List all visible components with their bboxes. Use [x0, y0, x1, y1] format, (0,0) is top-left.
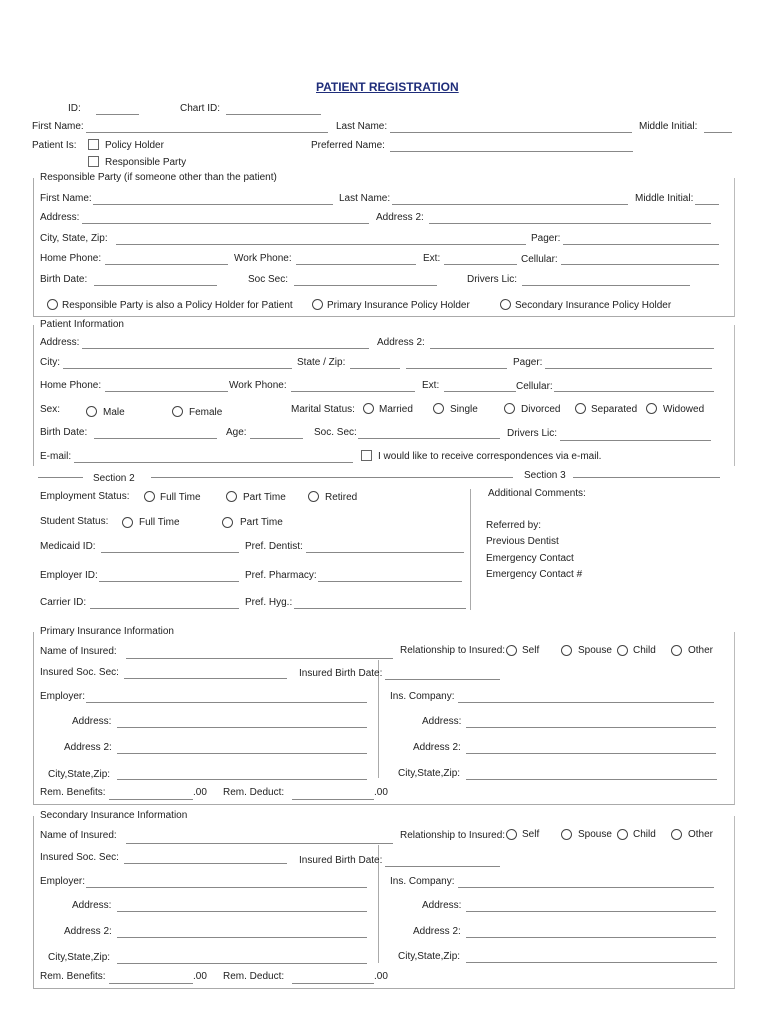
pi-cellular-label: Cellular: — [516, 381, 553, 392]
primary-other-radio[interactable] — [671, 645, 682, 656]
primary-name-of-insured-label: Name of Insured: — [40, 646, 117, 657]
rp-soc-sec-field[interactable] — [294, 285, 437, 286]
referred-by-label: Referred by: — [486, 520, 542, 531]
rp-home-phone-field[interactable] — [105, 264, 228, 265]
marital-single-radio[interactable] — [433, 403, 444, 414]
pi-soc-sec-field[interactable] — [358, 438, 500, 439]
secondary-rem-deduct-label: Rem. Deduct: — [223, 971, 285, 982]
middle-initial-label: Middle Initial: — [639, 121, 698, 132]
marital-married-radio[interactable] — [363, 403, 374, 414]
secondary-spouse-radio[interactable] — [561, 829, 572, 840]
rp-cellular-label: Cellular: — [521, 254, 558, 265]
secondary-relationship-label: Relationship to Insured: — [400, 830, 506, 841]
pi-work-phone-label: Work Phone: — [229, 380, 287, 391]
pi-city-field[interactable] — [63, 368, 292, 369]
pi-address2-field[interactable] — [430, 348, 714, 349]
carrier-id-field[interactable] — [90, 608, 239, 609]
secondary-insured-soc-sec-field[interactable] — [124, 863, 287, 864]
preferred-name-label: Preferred Name: — [311, 140, 385, 151]
primary-insured-soc-sec-field[interactable] — [124, 678, 287, 679]
pi-drivers-lic-field[interactable] — [560, 440, 711, 441]
pi-home-phone-label: Home Phone: — [40, 380, 102, 391]
sex-female-radio[interactable] — [172, 406, 183, 417]
rp-city-state-zip-label: City, State, Zip: — [40, 233, 108, 244]
medicaid-id-field[interactable] — [101, 552, 239, 553]
marital-married-label: Married — [379, 404, 413, 415]
secondary-rem-benefits-field[interactable] — [109, 983, 193, 984]
employer-id-field[interactable] — [99, 581, 239, 582]
pi-state-zip-label: State / Zip: — [297, 357, 346, 368]
secondary-child-label: Child — [633, 829, 656, 840]
employment-part-time-label: Part Time — [243, 492, 286, 503]
sex-male-radio[interactable] — [86, 406, 97, 417]
email-opt-in-label: I would like to receive correspondences via e-mail. — [378, 451, 602, 462]
marital-widowed-radio[interactable] — [646, 403, 657, 414]
secondary-self-radio[interactable] — [506, 829, 517, 840]
primary-rem-benefits-label: Rem. Benefits: — [40, 787, 106, 798]
secondary-child-radio[interactable] — [617, 829, 628, 840]
primary-employer-address2-field[interactable] — [117, 753, 367, 754]
pi-pager-label: Pager: — [513, 357, 543, 368]
employment-full-time-label: Full Time — [160, 492, 201, 503]
secondary-policy-holder-radio[interactable] — [500, 299, 511, 310]
secondary-company-address2-label: Address 2: — [413, 926, 461, 937]
section2-heading: Section 2 — [93, 473, 135, 484]
primary-other-label: Other — [688, 645, 714, 656]
secondary-insured-birth-date-field[interactable] — [385, 866, 500, 867]
primary-employer-address-field[interactable] — [117, 727, 367, 728]
primary-employer-address-label: Address: — [72, 716, 112, 727]
pi-home-phone-field[interactable] — [105, 391, 228, 392]
pi-email-label: E-mail: — [40, 451, 72, 462]
employment-retired-radio[interactable] — [308, 491, 319, 502]
secondary-employer-address-field[interactable] — [117, 911, 367, 912]
rp-birth-date-field[interactable] — [94, 285, 217, 286]
last-name-field[interactable] — [390, 132, 632, 133]
secondary-other-radio[interactable] — [671, 829, 682, 840]
rp-heading: Responsible Party (if someone other than the patient) — [40, 172, 277, 183]
rp-ext-field[interactable] — [444, 264, 517, 265]
pi-state-field[interactable] — [350, 368, 400, 369]
sex-female-label: Female — [189, 407, 223, 418]
emergency-contact-number-label: Emergency Contact # — [486, 569, 583, 580]
pi-address-field[interactable] — [82, 348, 369, 349]
secondary-employer-address-label: Address: — [72, 900, 112, 911]
secondary-rem-benefits-label: Rem. Benefits: — [40, 971, 106, 982]
pref-pharmacy-field[interactable] — [318, 581, 462, 582]
pi-age-label: Age: — [226, 427, 247, 438]
secondary-insured-birth-date-label: Insured Birth Date: — [299, 855, 383, 866]
primary-company-city-field[interactable] — [466, 779, 717, 780]
primary-self-radio[interactable] — [506, 645, 517, 656]
student-part-time-label: Part Time — [240, 517, 283, 528]
chart-id-field[interactable] — [226, 114, 321, 115]
secondary-ins-company-field[interactable] — [458, 887, 714, 888]
primary-company-address-label: Address: — [422, 716, 462, 727]
employment-retired-label: Retired — [325, 492, 358, 503]
section-divider — [470, 489, 471, 610]
marital-divorced-radio[interactable] — [504, 403, 515, 414]
pi-drivers-lic-label: Drivers Lic: — [507, 428, 558, 439]
primary-insured-birth-date-field[interactable] — [385, 679, 500, 680]
emergency-contact-label: Emergency Contact — [486, 553, 574, 564]
first-name-field[interactable] — [86, 132, 328, 133]
marital-divorced-label: Divorced — [521, 404, 561, 415]
secondary-heading: Secondary Insurance Information — [40, 810, 188, 821]
pref-dentist-label: Pref. Dentist: — [245, 541, 303, 552]
student-full-time-label: Full Time — [139, 517, 180, 528]
primary-company-address2-label: Address 2: — [413, 742, 461, 753]
pref-hyg-label: Pref. Hyg.: — [245, 597, 293, 608]
primary-employer-field[interactable] — [86, 702, 367, 703]
secondary-spouse-label: Spouse — [578, 829, 612, 840]
primary-rem-deduct-cents: .00 — [374, 787, 388, 798]
secondary-company-address2-field[interactable] — [466, 937, 716, 938]
primary-heading: Primary Insurance Information — [40, 626, 174, 637]
secondary-employer-field[interactable] — [86, 887, 367, 888]
primary-self-label: Self — [522, 645, 540, 656]
email-opt-in-checkbox[interactable] — [361, 450, 372, 461]
chart-id-label: Chart ID: — [180, 103, 221, 114]
additional-comments-label: Additional Comments: — [488, 488, 586, 499]
id-label: ID: — [68, 103, 81, 114]
secondary-name-of-insured-label: Name of Insured: — [40, 830, 117, 841]
secondary-company-city-field[interactable] — [466, 962, 717, 963]
pi-address-label: Address: — [40, 337, 80, 348]
pi-sex-label: Sex: — [40, 404, 61, 415]
primary-company-address2-field[interactable] — [466, 753, 716, 754]
rp-first-name-label: First Name: — [40, 193, 92, 204]
marital-separated-label: Separated — [591, 404, 638, 415]
primary-insured-soc-sec-label: Insured Soc. Sec: — [40, 667, 119, 678]
rp-ext-label: Ext: — [423, 253, 441, 264]
primary-policy-holder-radio[interactable] — [312, 299, 323, 310]
primary-child-label: Child — [633, 645, 656, 656]
pi-pager-field[interactable] — [545, 368, 712, 369]
section3-heading: Section 3 — [524, 470, 566, 481]
pi-city-label: City: — [40, 357, 60, 368]
pref-dentist-field[interactable] — [306, 552, 464, 553]
marital-widowed-label: Widowed — [663, 404, 705, 415]
primary-ins-company-field[interactable] — [458, 702, 714, 703]
rp-middle-initial-label: Middle Initial: — [635, 193, 694, 204]
pi-email-field[interactable] — [74, 462, 353, 463]
previous-dentist-label: Previous Dentist — [486, 536, 559, 547]
rp-address-label: Address: — [40, 212, 80, 223]
primary-rem-benefits-field[interactable] — [109, 799, 193, 800]
primary-rem-deduct-field[interactable] — [292, 799, 374, 800]
rp-middle-initial-field[interactable] — [695, 204, 719, 205]
rp-first-name-field[interactable] — [93, 204, 333, 205]
pref-pharmacy-label: Pref. Pharmacy: — [245, 570, 317, 581]
id-field[interactable] — [96, 114, 139, 115]
secondary-company-address-label: Address: — [422, 900, 462, 911]
pi-birth-date-label: Birth Date: — [40, 427, 88, 438]
rp-pager-label: Pager: — [531, 233, 561, 244]
secondary-rem-benefits-cents: .00 — [193, 971, 207, 982]
carrier-id-label: Carrier ID: — [40, 597, 87, 608]
pi-soc-sec-label: Soc. Sec: — [314, 427, 357, 438]
last-name-label: Last Name: — [336, 121, 388, 132]
secondary-rem-deduct-field[interactable] — [292, 983, 374, 984]
employment-full-time-radio[interactable] — [144, 491, 155, 502]
student-status-label: Student Status: — [40, 516, 109, 527]
secondary-insured-soc-sec-label: Insured Soc. Sec: — [40, 852, 119, 863]
pi-cellular-field[interactable] — [554, 391, 714, 392]
rp-work-phone-label: Work Phone: — [234, 253, 292, 264]
rp-cellular-field[interactable] — [561, 264, 719, 265]
section3-rule — [573, 477, 720, 478]
rp-drivers-lic-field[interactable] — [522, 285, 690, 286]
policy-holder-checkbox[interactable] — [88, 139, 99, 150]
rp-birth-date-label: Birth Date: — [40, 274, 88, 285]
responsible-party-checkbox[interactable] — [88, 156, 99, 167]
policy-holder-label: Policy Holder — [105, 140, 164, 151]
pi-age-field[interactable] — [250, 438, 303, 439]
pi-ext-label: Ext: — [422, 380, 440, 391]
pi-address2-label: Address 2: — [377, 337, 425, 348]
secondary-name-of-insured-field[interactable] — [126, 843, 393, 844]
secondary-rem-deduct-cents: .00 — [374, 971, 388, 982]
student-part-time-radio[interactable] — [222, 517, 233, 528]
sex-male-label: Male — [103, 407, 125, 418]
student-full-time-radio[interactable] — [122, 517, 133, 528]
primary-rem-benefits-cents: .00 — [193, 787, 207, 798]
rp-pager-field[interactable] — [563, 244, 719, 245]
section2-rule-right — [151, 477, 513, 478]
primary-employer-label: Employer: — [40, 691, 86, 702]
primary-employer-city-label: City,State,Zip: — [48, 769, 111, 780]
marital-single-label: Single — [450, 404, 478, 415]
rp-also-policy-holder-label: Responsible Party is also a Policy Holder for Patient — [62, 300, 293, 311]
primary-child-radio[interactable] — [617, 645, 628, 656]
pi-heading: Patient Information — [40, 319, 124, 330]
rp-soc-sec-label: Soc Sec: — [248, 274, 289, 285]
rp-last-name-label: Last Name: — [339, 193, 391, 204]
patient-is-label: Patient Is: — [32, 140, 77, 151]
primary-company-address-field[interactable] — [466, 727, 716, 728]
primary-spouse-label: Spouse — [578, 645, 612, 656]
rp-work-phone-field[interactable] — [296, 264, 416, 265]
rp-also-policy-holder-radio[interactable] — [47, 299, 58, 310]
pi-zip-field[interactable] — [406, 368, 507, 369]
secondary-company-address-field[interactable] — [466, 911, 716, 912]
primary-employer-address2-label: Address 2: — [64, 742, 112, 753]
section2-rule-left — [38, 477, 83, 478]
marital-status-label: Marital Status: — [291, 404, 355, 415]
pi-work-phone-field[interactable] — [291, 391, 415, 392]
primary-company-city-label: City,State,Zip: — [398, 768, 461, 779]
middle-initial-field[interactable] — [704, 132, 732, 133]
responsible-party-label: Responsible Party — [105, 157, 187, 168]
employment-status-label: Employment Status: — [40, 491, 130, 502]
preferred-name-field[interactable] — [390, 151, 633, 152]
secondary-other-label: Other — [688, 829, 714, 840]
primary-name-of-insured-field[interactable] — [126, 658, 393, 659]
secondary-ins-company-label: Ins. Company: — [390, 876, 455, 887]
secondary-employer-city-label: City,State,Zip: — [48, 952, 111, 963]
primary-rem-deduct-label: Rem. Deduct: — [223, 787, 285, 798]
rp-address-field[interactable] — [82, 223, 369, 224]
primary-relationship-label: Relationship to Insured: — [400, 645, 506, 656]
secondary-self-label: Self — [522, 829, 540, 840]
secondary-employer-city-field[interactable] — [117, 963, 367, 964]
page-title: PATIENT REGISTRATION — [316, 80, 459, 94]
rp-city-state-zip-field[interactable] — [116, 244, 526, 245]
employment-part-time-radio[interactable] — [226, 491, 237, 502]
secondary-employer-address2-label: Address 2: — [64, 926, 112, 937]
secondary-company-city-label: City,State,Zip: — [398, 951, 461, 962]
pi-birth-date-field[interactable] — [94, 438, 217, 439]
rp-address2-field[interactable] — [429, 223, 711, 224]
rp-home-phone-label: Home Phone: — [40, 253, 102, 264]
first-name-label: First Name: — [32, 121, 84, 132]
secondary-employer-address2-field[interactable] — [117, 937, 367, 938]
employer-id-label: Employer ID: — [40, 570, 98, 581]
rp-address2-label: Address 2: — [376, 212, 424, 223]
primary-policy-holder-label: Primary Insurance Policy Holder — [327, 300, 470, 311]
rp-drivers-lic-label: Drivers Lic: — [467, 274, 518, 285]
secondary-policy-holder-label: Secondary Insurance Policy Holder — [515, 300, 672, 311]
primary-insured-birth-date-label: Insured Birth Date: — [299, 668, 383, 679]
marital-separated-radio[interactable] — [575, 403, 586, 414]
medicaid-id-label: Medicaid ID: — [40, 541, 96, 552]
primary-employer-city-field[interactable] — [117, 779, 367, 780]
pi-ext-field[interactable] — [444, 391, 516, 392]
secondary-employer-label: Employer: — [40, 876, 86, 887]
pref-hyg-field[interactable] — [294, 608, 466, 609]
primary-spouse-radio[interactable] — [561, 645, 572, 656]
primary-ins-company-label: Ins. Company: — [390, 691, 455, 702]
rp-last-name-field[interactable] — [392, 204, 628, 205]
